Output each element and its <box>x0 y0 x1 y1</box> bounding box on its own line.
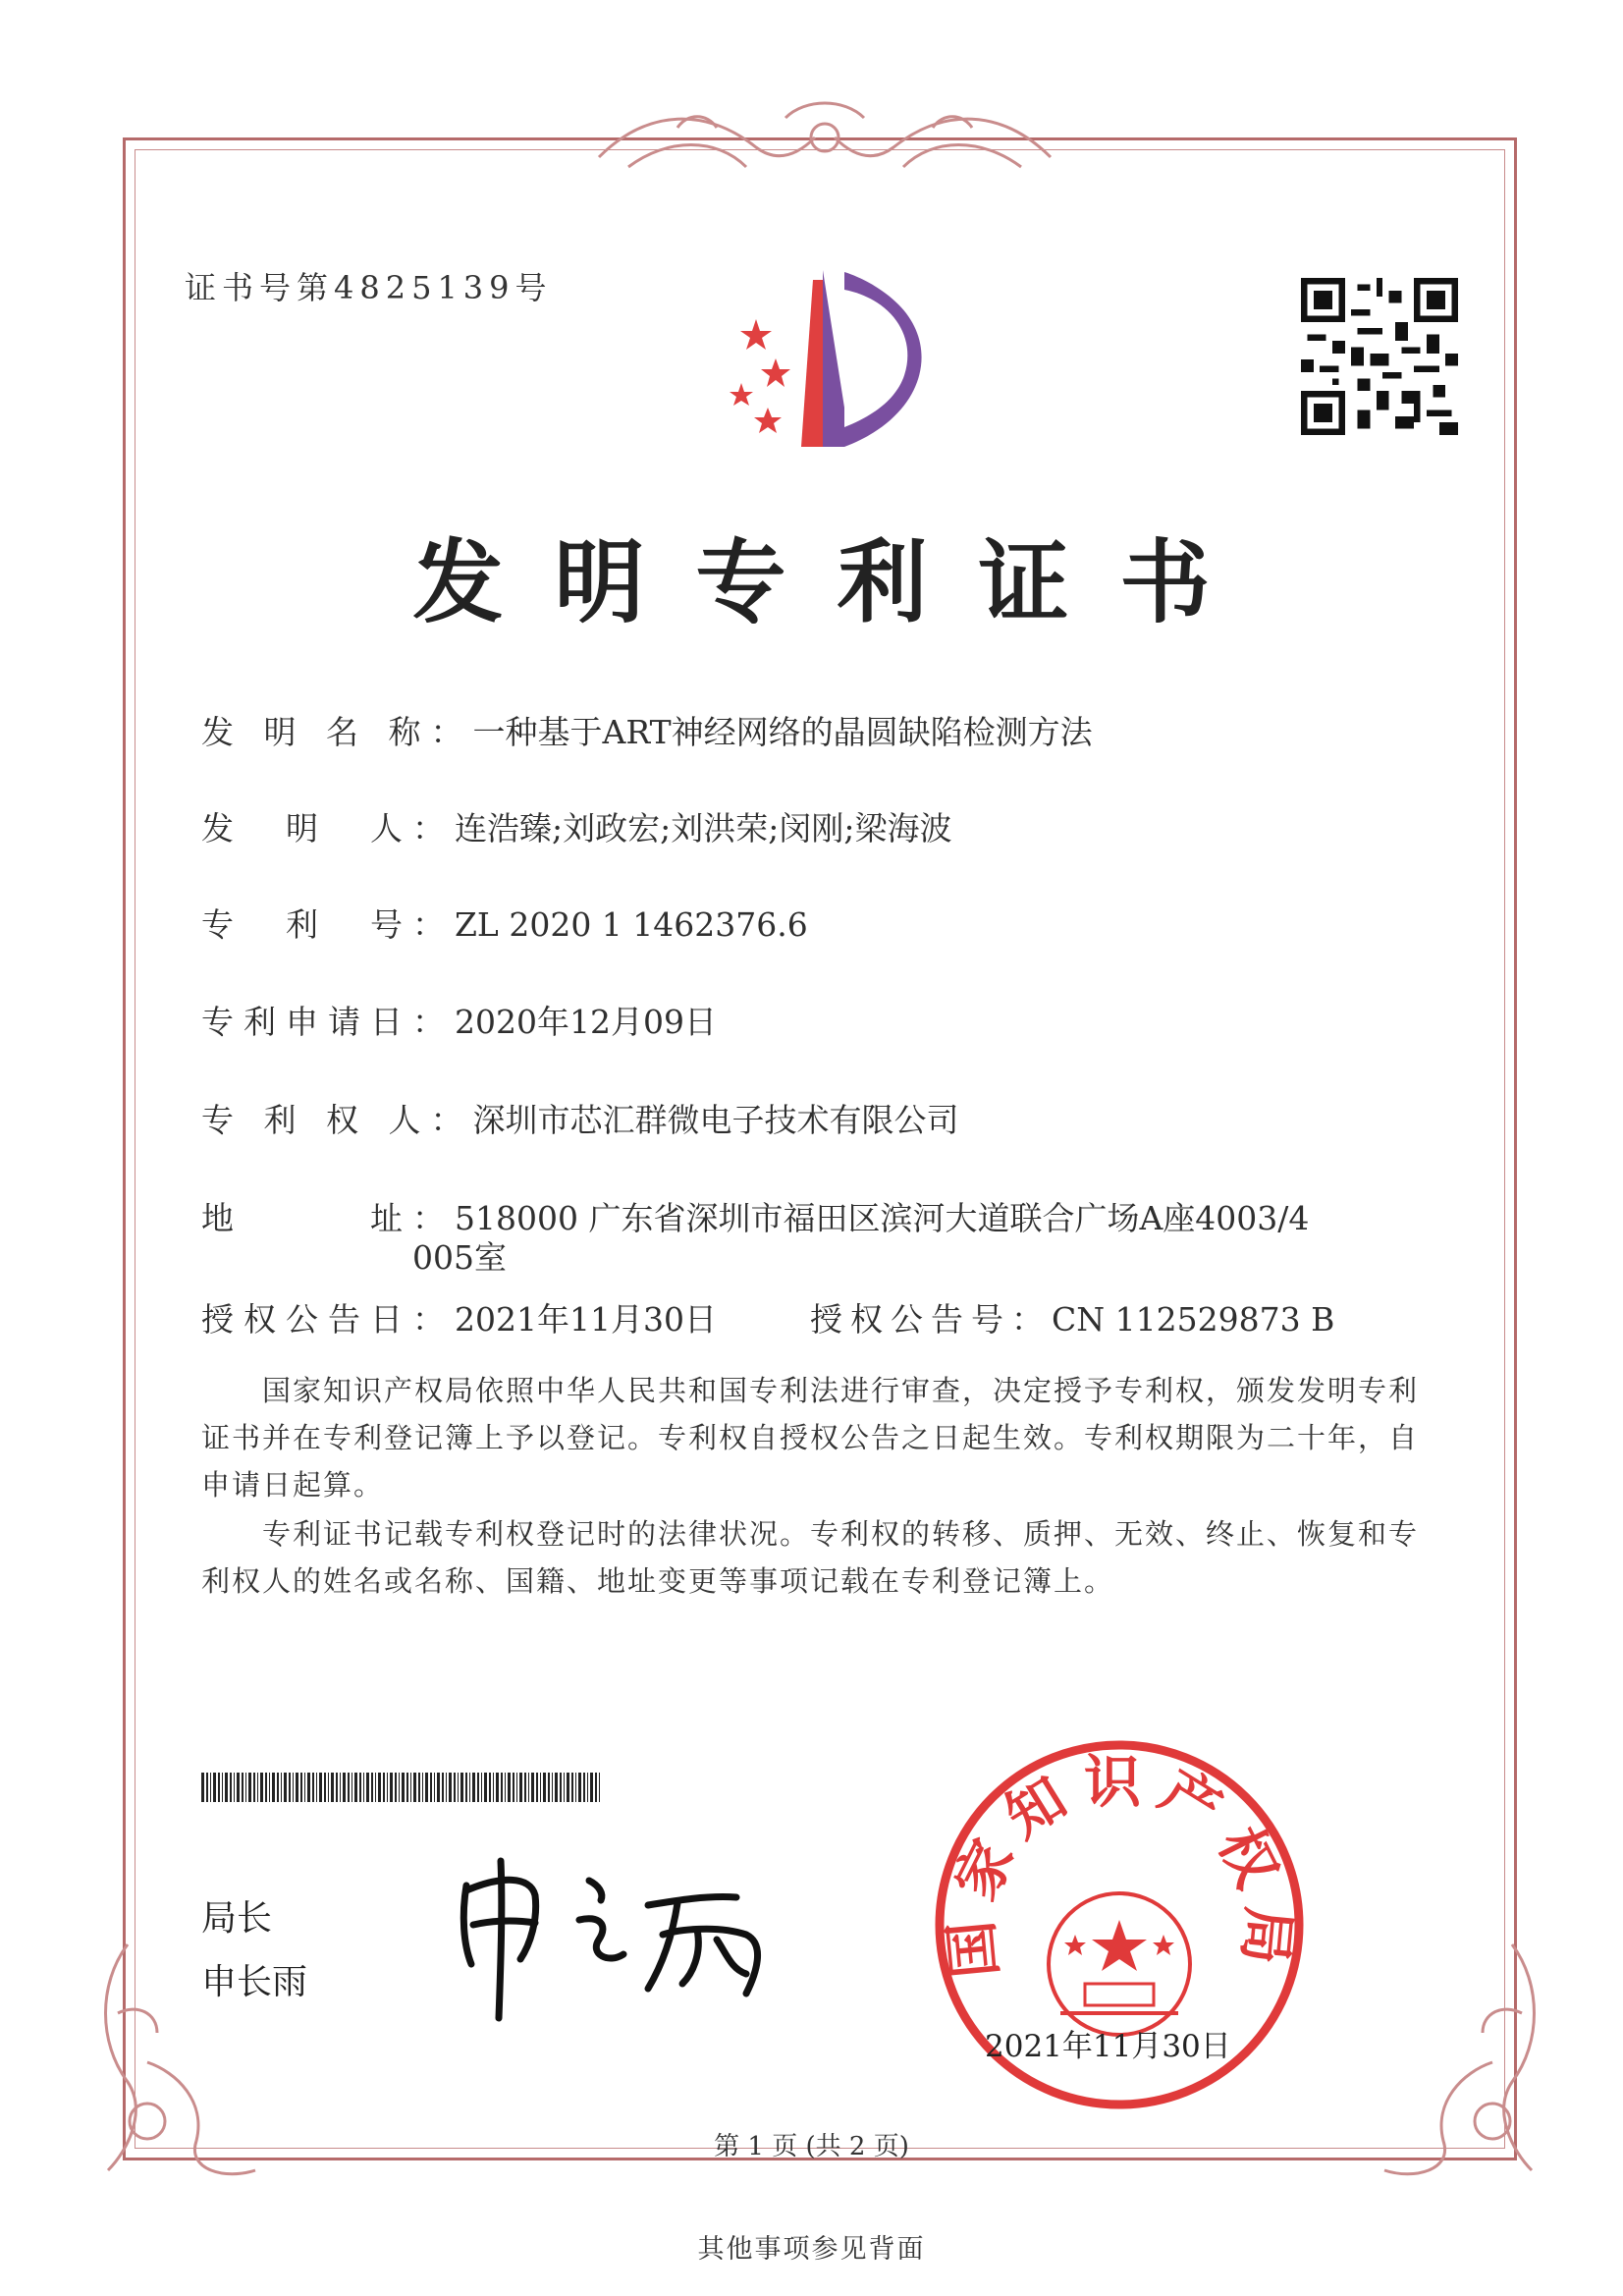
publication-number-value: CN 112529873 B <box>1052 1300 1335 1339</box>
barcode-icon <box>201 1773 606 1802</box>
director-title: 局长 <box>201 1898 273 1939</box>
grant-date-label: 授权公告日： <box>201 1300 455 1339</box>
patent-number-value: ZL 2020 1 1462376.6 <box>455 905 808 944</box>
address-value-line1: 518000 广东省深圳市福田区滨河大道联合广场A座4003/4 <box>455 1199 1310 1237</box>
patentee-value: 深圳市芯汇群微电子技术有限公司 <box>472 1101 959 1139</box>
grant-date-value: 2021年11月30日 <box>455 1300 717 1339</box>
grant-date-row <box>201 1294 717 1340</box>
invention-name-label: 发 明 名 称： <box>201 713 473 751</box>
invention-name-row <box>201 707 1093 753</box>
director-signature-icon <box>452 1846 815 2023</box>
certificate-title: 发明专利证书 <box>412 529 1262 635</box>
seal-date: 2021年11月30日 <box>985 2029 1231 2064</box>
filing-date-value: 2020年12月09日 <box>455 1003 717 1041</box>
top-ornament-icon <box>589 98 1060 187</box>
invention-name-value: 一种基于ART神经网络的晶圆缺陷检测方法 <box>472 713 1093 751</box>
footer-note: 其他事项参见背面 <box>697 2234 926 2265</box>
patent-number-label: 专 利 号： <box>201 905 455 944</box>
certificate-number: 证书号第4825139号 <box>185 269 553 306</box>
patent-office-logo-icon <box>697 260 952 457</box>
patentee-label: 专 利 权 人： <box>201 1101 473 1139</box>
page-indicator: 第 1 页 (共 2 页) <box>714 2132 909 2161</box>
patent-number-row <box>201 900 808 946</box>
director-name: 申长雨 <box>201 1962 308 2002</box>
filing-date-label: 专利申请日： <box>201 1003 455 1041</box>
publication-number-row <box>810 1294 1334 1340</box>
filing-date-row <box>201 997 717 1043</box>
inventors-value: 连浩臻;刘政宏;刘洪荣;闵刚;梁海波 <box>455 809 952 847</box>
inventors-row <box>201 803 951 849</box>
legal-paragraph-2: 专利证书记载专利权登记时的法律状况。专利权的转移、质押、无效、终止、恢复和专利权人的姓名或名称、国籍、地址变更等事项记载在专利登记簿上。 <box>201 1517 1420 1598</box>
inventors-label: 发 明 人： <box>201 809 455 847</box>
address-label: 地 址： <box>201 1199 455 1237</box>
publication-number-label: 授权公告号： <box>810 1300 1052 1339</box>
address-value-line2: 005室 <box>412 1238 507 1277</box>
legal-paragraph-1: 国家知识产权局依照中华人民共和国专利法进行审查，决定授予专利权，颁发发明专利证书并在专利登记簿上予以登记。专利权自授权公告之日起生效。专利权期限为二十年，自申请日起算。 <box>201 1374 1420 1502</box>
address-row <box>201 1193 1309 1239</box>
patentee-row <box>201 1095 958 1141</box>
qr-code-icon <box>1301 278 1458 435</box>
seal-text: 国家知识产权局 <box>936 1748 1303 1982</box>
